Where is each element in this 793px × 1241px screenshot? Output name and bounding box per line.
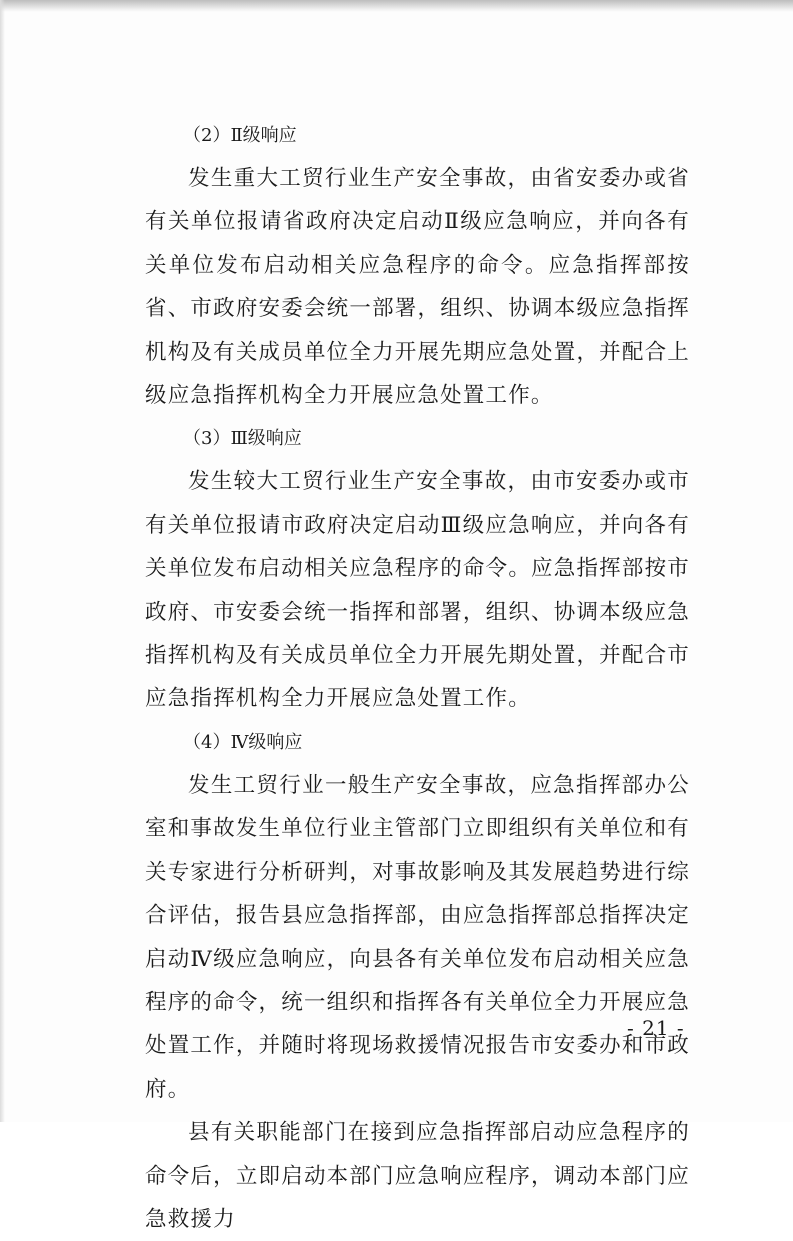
paragraph-level-3-response: 发生较大工贸行业生产安全事故，由市安委办或市有关单位报请市政府决定启动Ⅲ级应急响应，并向各有关单位发布启动相关应急程序的命令。应急指挥部按市政府、市安委会统一指挥和部署，组织、协调本级应急指挥机构及有关成员单位全力开展先期处置，并配合市应急指挥机构全力开展应急处置工作。 bbox=[145, 469, 690, 712]
document-body bbox=[145, 114, 690, 1241]
paragraph-level-2-response: 发生重大工贸行业生产安全事故，由省安委办或省有关单位报请省政府决定启动Ⅱ级应急响应，并向各有关单位发布启动相关应急程序的命令。应急指挥部按省、市政府安委会统一部署，组织、协调本级应急指挥机构及有关成员单位全力开展先期应急处置，并配合上级应急指挥机构全力开展应急处置工作。 bbox=[145, 166, 690, 409]
section-heading-level-4: （4）Ⅳ级响应 bbox=[183, 731, 303, 753]
section-heading-level-3: （3）Ⅲ级响应 bbox=[183, 428, 302, 450]
scan-top-edge bbox=[0, 0, 793, 12]
paragraph-department-response: 县有关职能部门在接到应急指挥部启动应急程序的命令后，立即启动本部门应急响应程序，调动本部门应急救援力 bbox=[145, 1120, 690, 1232]
section-heading-level-2: （2）Ⅱ级响应 bbox=[183, 125, 297, 146]
scan-left-edge bbox=[0, 0, 5, 1122]
page-number: - 21 - bbox=[627, 1016, 685, 1040]
paragraph-level-4-response: 发生工贸行业一般生产安全事故，应急指挥部办公室和事故发生单位行业主管部门立即组织有关单位和有关专家进行分析研判，对事故影响及其发展趋势进行综合评估，报告县应急指挥部，由应急指挥部总指挥决定启动Ⅳ级应急响应，向县各有关单位发布启动相关应急程序的命令，统一组织和指挥各有关单位全力开展应急处置工作，并随时将现场救援情况报告市安委办和市政府。 bbox=[145, 772, 690, 1102]
